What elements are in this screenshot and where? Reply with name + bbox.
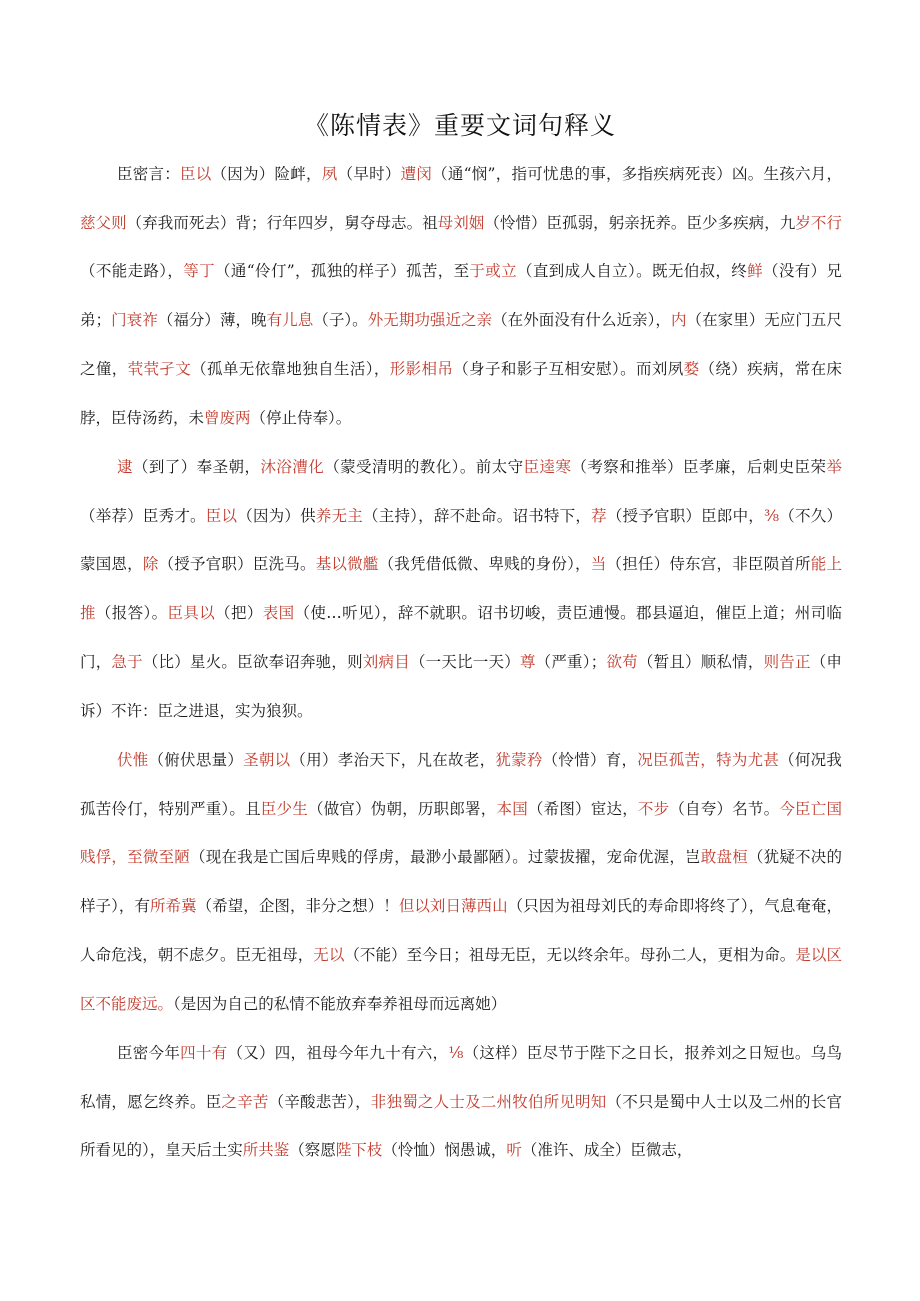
body-text: （希望，企图，非分之想）！ <box>196 897 399 916</box>
body-text: （申诉）不许：臣之进退，实为狼狈。 <box>80 652 842 720</box>
highlighted-term: 内 <box>670 311 687 330</box>
highlighted-term: 当 <box>590 555 607 574</box>
body-text: （又）四，祖母今年九十有六， <box>227 1044 449 1062</box>
highlighted-term: 等丁 <box>183 262 215 281</box>
body-text: （主持），辞不赴命。诏书特下， <box>363 506 592 525</box>
body-text: （担任）侍东宫，非臣陨首所 <box>606 555 811 574</box>
body-text: （不久）蒙国恩， <box>80 506 842 574</box>
body-text: （福分）薄，晚 <box>157 311 267 330</box>
highlighted-term: 臣逵寒 <box>523 458 572 476</box>
body-text: （犹疑不决的样子），有 <box>80 848 842 916</box>
body-text: （这样）臣尽节于陛下之日长，报养刘之日短也。乌鸟私情，愿乞终养。臣 <box>80 1044 842 1111</box>
highlighted-term: 能上推 <box>80 555 842 623</box>
body-text: （现在我是亡国后卑贱的俘虏，最渺小最鄙陋）。过蒙拔擢，宠命优渥，岂 <box>190 848 701 867</box>
highlighted-term: 曾废两 <box>204 408 251 427</box>
highlighted-term: 逮 <box>117 458 133 476</box>
body-text: （使…听见），辞不就职。诏书切峻，责臣逋慢。郡县逼迫，催臣上道；州司临门， <box>80 604 842 671</box>
highlighted-term: 伏惟 <box>117 751 149 769</box>
highlighted-term: 茕茕孑文 <box>127 359 192 378</box>
body-text: （怜恤）悯愚诚， <box>382 1141 507 1160</box>
body-text: （因为）险衅， <box>211 165 322 183</box>
body-text: （俯伏思量） <box>148 751 244 769</box>
highlighted-term: 臣少生 <box>260 799 308 818</box>
body-text: （因为）供 <box>237 506 316 525</box>
body-text: （直到成人自立）。既无伯叔，终 <box>517 262 748 281</box>
highlighted-term: 举 <box>826 458 842 476</box>
highlighted-term: 母刘姻 <box>437 213 485 232</box>
body-text: （没有）兄弟； <box>80 262 842 330</box>
paragraph-2 <box>80 443 842 735</box>
highlighted-term: 听 <box>506 1141 522 1160</box>
body-text: （在外面没有什么近亲）， <box>492 311 671 330</box>
paragraph-1 <box>80 150 842 442</box>
highlighted-term: 门衰祚 <box>111 311 158 330</box>
highlighted-term: 但以刘日薄西山 <box>398 897 508 916</box>
document-title: 《陈情表》重要文词句释义 <box>303 111 616 140</box>
highlighted-term: 所希冀 <box>150 897 197 916</box>
body-text: （不能）至今日；祖母无臣，无以终余年。母孙二人，更相为命。 <box>344 945 796 964</box>
highlighted-term: 所共鉴 <box>242 1141 290 1160</box>
paragraph-4 <box>80 1029 842 1175</box>
highlighted-term: 臣具以 <box>167 604 216 623</box>
highlighted-term: 今臣亡国贱俘，至微至陋 <box>80 799 842 867</box>
paragraph-3 <box>80 736 842 1028</box>
body-text: （用）孝治天下，凡在故老， <box>290 751 496 769</box>
body-text: （一天比一天） <box>409 652 520 671</box>
highlighted-term: 非独蜀之人士及二州牧伯所见明知 <box>370 1092 607 1111</box>
body-text: （辛酸悲苦）， <box>268 1092 371 1111</box>
highlighted-term: 除 <box>142 555 159 574</box>
body-text: （不只是蜀中人士以及二州的长官所看见的），皇天后土实 <box>80 1092 842 1160</box>
highlighted-term: 不步 <box>637 799 670 818</box>
highlighted-term: 之辛苦 <box>221 1092 269 1111</box>
body-text: （是因为自己的私情不能放弃奉养祖母而远离她） <box>173 994 507 1013</box>
highlighted-term: 岁不行 <box>795 213 842 232</box>
body-text: （蒙受清明的教化）。前太守 <box>324 458 524 476</box>
highlighted-term: 形影相吊 <box>389 359 454 378</box>
body-text: （不能走路）， <box>80 262 184 281</box>
highlighted-term: 沐浴漕化 <box>260 458 325 476</box>
highlighted-term: 婺 <box>683 359 700 378</box>
body-text: （孤单无依靠地独自生活）， <box>191 359 390 378</box>
highlighted-term: 有儿息 <box>266 311 314 330</box>
highlighted-term: 是以区区不能废远。 <box>80 945 842 1013</box>
highlighted-term: ⅛ <box>448 1044 464 1062</box>
highlighted-term: 犹蒙矜 <box>495 751 543 769</box>
highlighted-term: 四十有 <box>180 1044 228 1062</box>
body-text: （严重）； <box>535 652 607 671</box>
highlighted-term: 外无期功强近之亲 <box>367 311 493 330</box>
highlighted-term: 荐 <box>591 506 607 525</box>
highlighted-term: 臣以 <box>180 165 212 183</box>
body-text: （弃我而死去）背；行年四岁，舅夺母志。祖 <box>126 213 438 232</box>
highlighted-term: 刘病目 <box>362 652 410 671</box>
highlighted-term: 夙 <box>321 165 338 183</box>
highlighted-term: 无以 <box>313 945 345 964</box>
body-text: （报答）。 <box>95 604 168 623</box>
body-text: （比）星火。臣欲奉诏奔驰，则 <box>142 652 363 671</box>
body-text: 臣密言： <box>117 165 181 183</box>
body-text: （停止侍奉）。 <box>250 408 352 427</box>
body-text: （怜惜）臣孤弱，躬亲抚养。臣少多疾病，九 <box>484 213 796 232</box>
body-text: （绕）疾病，常在床脖，臣侍汤药，未 <box>80 359 842 427</box>
highlighted-term: 况臣孤苦，特为尤甚 <box>637 751 780 769</box>
highlighted-term: 养无主 <box>315 506 364 525</box>
body-text: （子）。 <box>313 311 368 330</box>
body-text: （自夸）名节。 <box>669 799 780 818</box>
highlighted-term: 则告正 <box>763 652 811 671</box>
body-text: （我凭借低微、卑贱的身份）， <box>378 555 591 574</box>
highlighted-term: 急于 <box>111 652 143 671</box>
body-text: （授予官职）臣郎中， <box>606 506 765 525</box>
highlighted-term: 敢盘桓 <box>700 848 748 867</box>
highlighted-term: 陛下枝 <box>335 1141 383 1160</box>
body-text: （察愿 <box>289 1141 336 1160</box>
highlighted-term: ⅜ <box>764 506 780 525</box>
highlighted-term: 臣以 <box>205 506 238 525</box>
body-text: （怜惜）育， <box>542 751 638 769</box>
highlighted-term: 欲苟 <box>606 652 638 671</box>
body-text: （何况我孤苦伶仃，特别严重）。且 <box>80 751 842 818</box>
body-text: （做官）伪朝，历职郎署， <box>307 799 497 818</box>
body-text: （暂且）顺私情， <box>637 652 764 671</box>
body-text: （通“伶仃”，孤独的样子）孤苦，至 <box>214 262 470 281</box>
highlighted-term: 基以微艦 <box>315 555 379 574</box>
highlighted-term: 表国 <box>262 604 295 623</box>
highlighted-term: 尊 <box>519 652 536 671</box>
highlighted-term: 于或立 <box>469 262 517 281</box>
body-text: （通“悯”，指可忧患的事，多指疾病死丧）凶。生孩六月， <box>432 165 842 183</box>
body-text: 臣密今年 <box>117 1044 181 1062</box>
highlighted-term: 鲜 <box>747 262 763 281</box>
body-text: （在家里）无应门五尺之僮， <box>80 311 842 378</box>
highlighted-term: 本国 <box>496 799 528 818</box>
body-text: （授予官职）臣洗马。 <box>158 555 316 574</box>
body-text: （早时） <box>337 165 401 183</box>
body-text: （把） <box>215 604 263 623</box>
body-text: （希图）宦达， <box>527 799 638 818</box>
highlighted-term: 遭闵 <box>400 165 433 183</box>
body-text: （举荐）臣秀才。 <box>80 506 206 525</box>
body-text: （考察和推举）臣孝廉，后刺史臣荣 <box>571 458 827 476</box>
body-text: （只因为祖母刘氏的寿命即将终了），气息奄奄，人命危浅，朝不虑夕。臣无祖母， <box>80 897 842 964</box>
highlighted-term: 圣朝以 <box>243 751 291 769</box>
body-text: （到了）奉圣朝， <box>132 458 261 476</box>
body-text: （身子和影子互相安慰）。而刘夙 <box>453 359 684 378</box>
highlighted-term: 慈父则 <box>80 213 127 232</box>
body-text: （准许、成全）臣微志， <box>521 1141 693 1160</box>
